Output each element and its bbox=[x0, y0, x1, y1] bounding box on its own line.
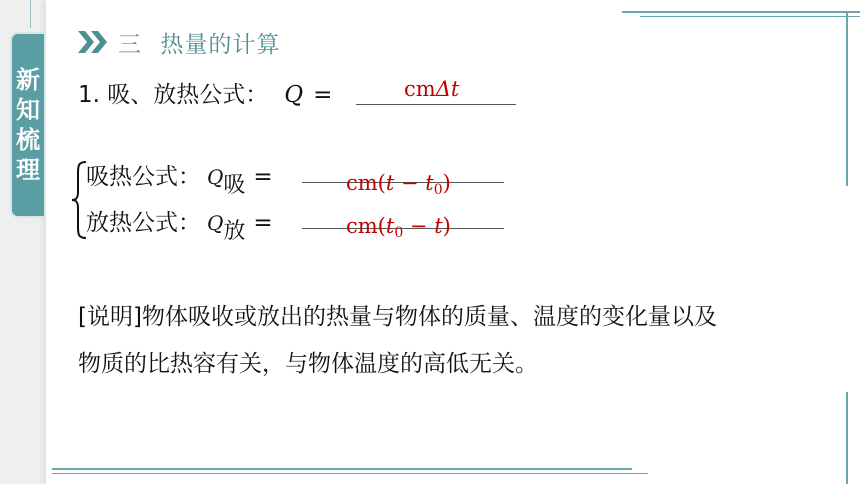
double-chevron-icon bbox=[78, 27, 112, 57]
answer-absorb-formula bbox=[346, 171, 451, 198]
answer-release-formula bbox=[346, 214, 451, 241]
absorb-label: 吸热公式： bbox=[86, 164, 201, 190]
answer-part: t bbox=[385, 171, 395, 195]
section-heading bbox=[78, 24, 280, 60]
top-right-line bbox=[622, 11, 860, 13]
explanation-note bbox=[78, 294, 838, 388]
answer-part: 0 bbox=[394, 225, 404, 241]
absorb-formula-row bbox=[86, 158, 273, 198]
tab-char: 梳 bbox=[16, 126, 40, 154]
answer-part: t bbox=[425, 171, 434, 195]
note-line: [说明]物体吸收或放出的热量与物体的质量、温度的变化量以及 bbox=[78, 304, 717, 330]
release-label: 放热公式： bbox=[86, 210, 201, 236]
section-number: 三 bbox=[118, 31, 142, 58]
heat-variable: Q bbox=[207, 211, 224, 235]
equals-sign: = bbox=[253, 210, 273, 236]
answer-part: 0 bbox=[433, 182, 443, 198]
note-line: 物质的比热容有关，与物体温度的高低无关。 bbox=[78, 351, 538, 377]
answer-part: t bbox=[434, 214, 443, 238]
answer-part: t bbox=[385, 214, 395, 238]
answer-part: ) bbox=[442, 214, 451, 238]
equals-sign: = bbox=[313, 82, 333, 108]
answer-part: − bbox=[394, 171, 426, 195]
answer-part: Δt bbox=[435, 77, 460, 101]
bottom-line-2 bbox=[52, 473, 648, 474]
answer-part: cm( bbox=[346, 214, 386, 238]
tab-char: 新 bbox=[16, 66, 40, 94]
top-right-line-2 bbox=[640, 16, 860, 17]
absorb-subscript: 吸 bbox=[223, 173, 246, 198]
answer-part: cm bbox=[404, 77, 436, 101]
formula-line bbox=[78, 76, 332, 109]
answer-part: cm( bbox=[346, 171, 386, 195]
answer-heat-formula bbox=[404, 77, 459, 101]
new-knowledge-tab[interactable] bbox=[10, 32, 46, 218]
bottom-line bbox=[52, 468, 632, 470]
release-formula-row bbox=[86, 204, 273, 244]
slide-card bbox=[46, 0, 860, 484]
bottom-right-vertical-line bbox=[846, 392, 848, 484]
heat-variable: Q bbox=[284, 82, 304, 108]
tab-char: 知 bbox=[16, 96, 40, 124]
section-title-text: 热量的计算 bbox=[160, 31, 281, 58]
formula-label: 1. 吸、放热公式： bbox=[78, 82, 269, 108]
answer-part: − bbox=[403, 214, 435, 238]
answer-part: ) bbox=[442, 171, 451, 195]
heat-variable: Q bbox=[207, 165, 224, 189]
right-vertical-line bbox=[846, 11, 848, 186]
section-title bbox=[118, 26, 280, 59]
equals-sign: = bbox=[253, 164, 273, 190]
top-left-vertical-line bbox=[30, 0, 31, 28]
release-subscript: 放 bbox=[223, 219, 246, 244]
tab-char: 理 bbox=[16, 156, 40, 184]
